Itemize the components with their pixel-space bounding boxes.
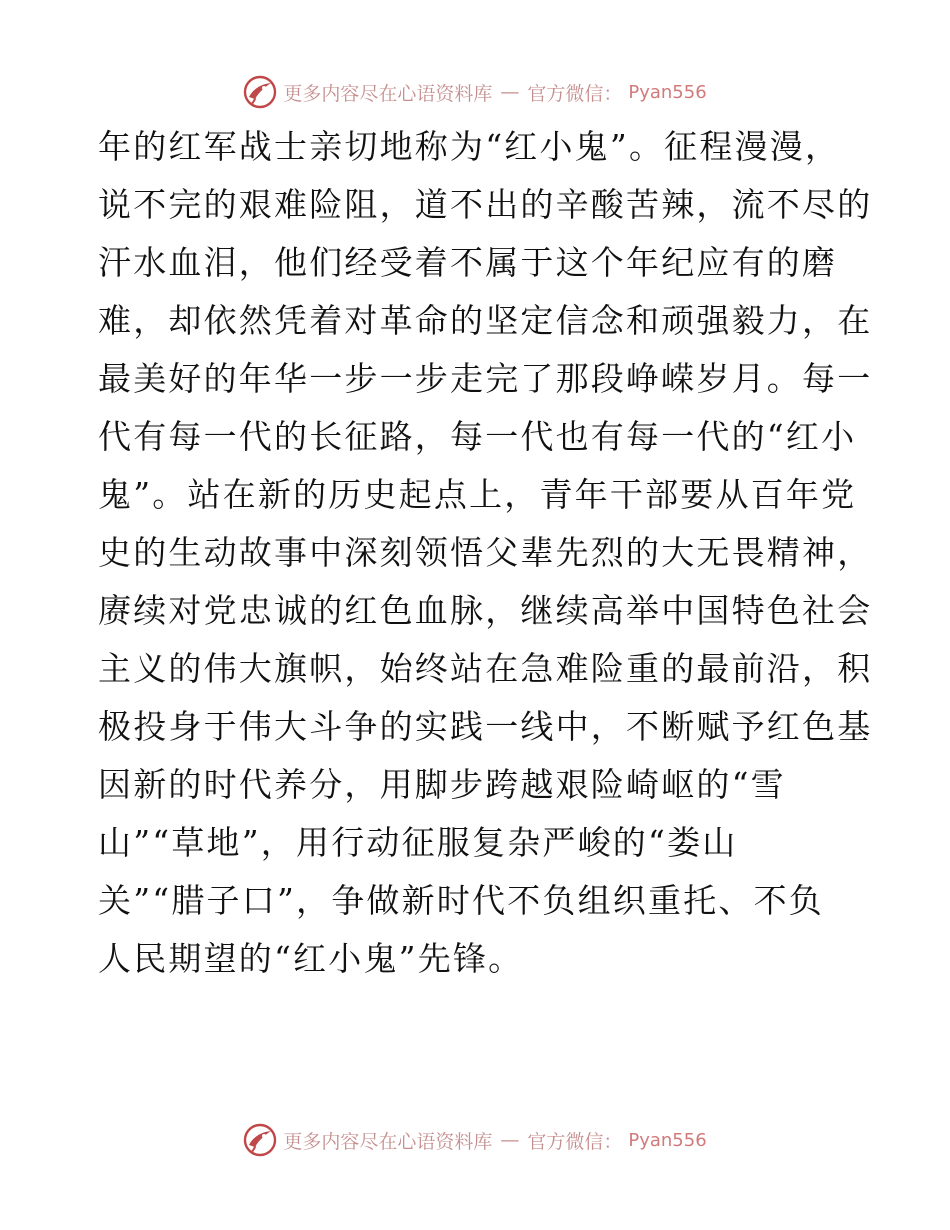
- watermark-separator: —: [500, 1129, 520, 1151]
- pen-logo-icon: [243, 1123, 277, 1157]
- document-body: [98, 118, 873, 988]
- text-line: 极投身于伟大斗争的实践一线中，不断赋予红色基: [98, 707, 873, 746]
- text-line: 说不完的艰难险阻，道不出的辛酸苦辣，流不尽的: [98, 185, 873, 224]
- text-line: 人民期望的“红小鬼”先锋。: [98, 939, 524, 978]
- watermark-wechat-id: Pyan556: [628, 1129, 707, 1151]
- text-line: 汗水血泪，他们经受着不属于这个年纪应有的磨: [98, 243, 838, 282]
- text-line: 关”“腊子口”，争做新时代不负组织重托、不负: [98, 881, 825, 920]
- header-watermark: [0, 72, 950, 112]
- text-line: 难，却依然凭着对革命的坚定信念和顽强毅力，在: [98, 301, 873, 340]
- watermark-wechat-id: Pyan556: [628, 81, 707, 103]
- footer-watermark: [0, 1120, 950, 1160]
- watermark-separator: —: [500, 81, 520, 103]
- text-line: 代有每一代的长征路，每一代也有每一代的“红小: [98, 417, 857, 456]
- watermark-brand: 更多内容尽在心语资料库: [283, 1130, 493, 1153]
- watermark-brand: 更多内容尽在心语资料库: [283, 82, 493, 105]
- text-line: 赓续对党忠诚的红色血脉，继续高举中国特色社会: [98, 591, 873, 630]
- pen-logo-icon: [243, 75, 277, 109]
- watermark-label: 官方微信：: [527, 82, 623, 105]
- text-line: 主义的伟大旗帜，始终站在急难险重的最前沿，积: [98, 649, 873, 688]
- text-line: 年的红军战士亲切地称为“红小鬼”。征程漫漫，: [98, 127, 841, 166]
- text-line: 山”“草地”，用行动征服复杂严峻的“娄山: [98, 823, 738, 862]
- text-line: 最美好的年华一步一步走完了那段峥嵘岁月。每一: [98, 359, 873, 398]
- watermark-label: 官方微信：: [527, 1130, 623, 1153]
- text-line: 因新的时代养分，用脚步跨越艰险崎岖的“雪: [98, 765, 786, 804]
- text-line: 鬼”。站在新的历史起点上，青年干部要从百年党: [98, 475, 857, 514]
- text-line: 史的生动故事中深刻领悟父辈先烈的大无畏精神，: [98, 533, 873, 572]
